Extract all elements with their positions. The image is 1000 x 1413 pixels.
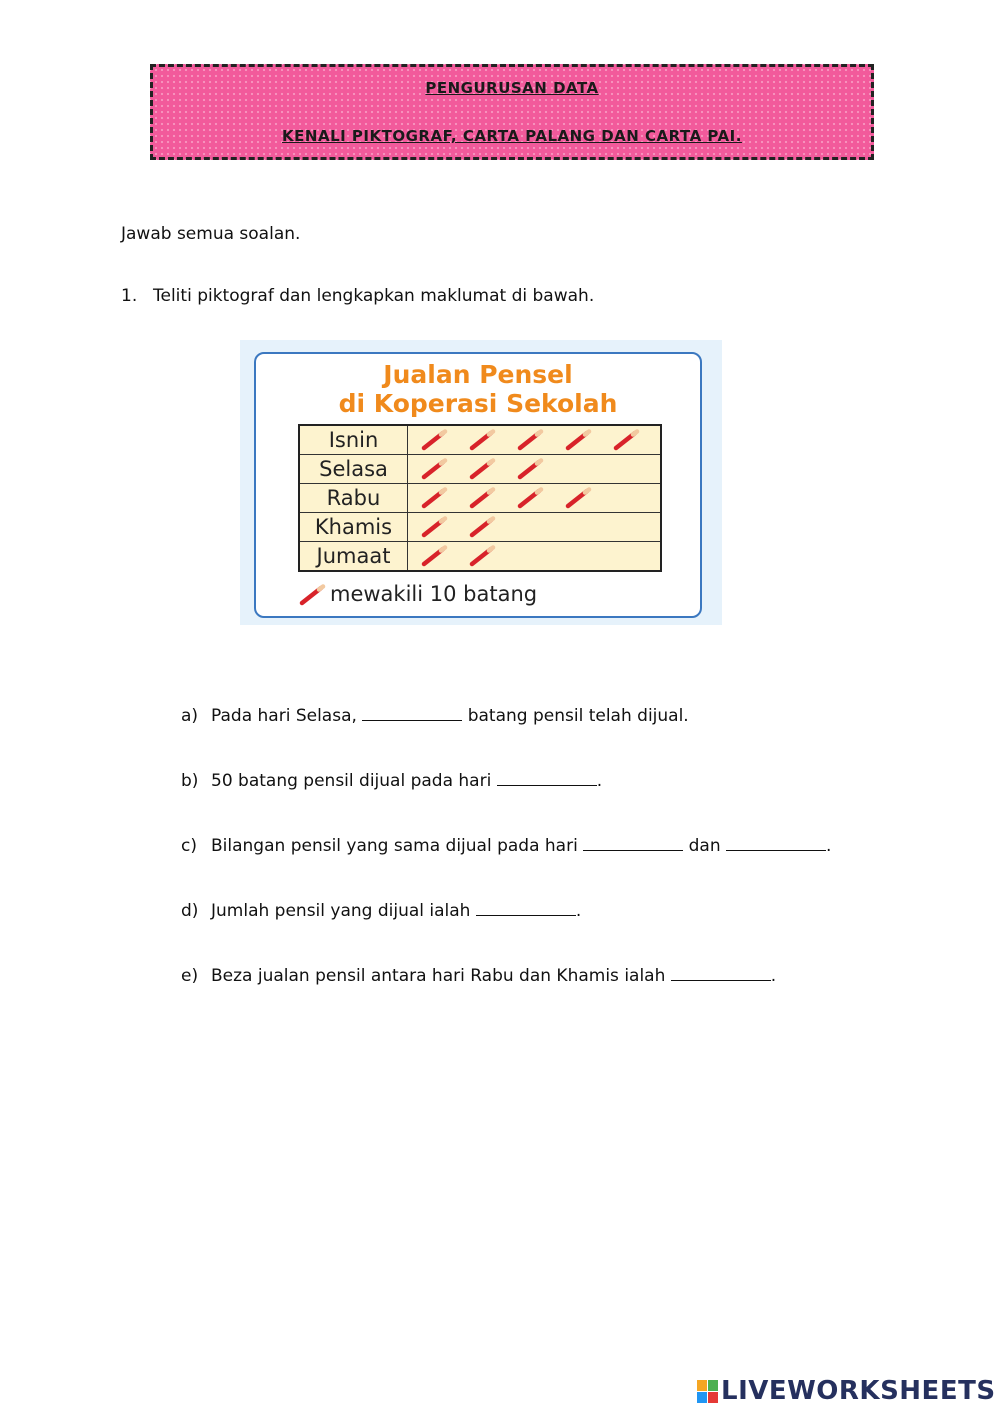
instruction-text: Jawab semua soalan. [121,224,301,244]
answer-blank[interactable] [476,901,576,916]
pencil-icon [468,487,496,509]
pictograph-row [299,542,661,572]
day-label: Rabu [299,484,408,513]
subquestion-text: batang pensil telah dijual. [462,706,689,726]
pencil-icons [408,425,662,455]
subquestion-b [181,771,831,836]
pictograph-subtitle: di Koperasi Sekolah [338,389,618,418]
brand-logo [697,1376,996,1410]
banner-subtitle: KENALI PIKTOGRAF, CARTA PALANG DAN CARTA PAI. [282,127,742,145]
subquestion-text: Jumlah pensil yang dijual ialah [211,901,476,921]
pencil-icons [408,513,662,542]
pencil-icon [468,429,496,451]
answer-blank[interactable] [583,836,683,851]
subquestion-text: . [770,966,777,986]
pencil-icon [612,429,640,451]
subquestion-c [181,836,831,901]
subquestion-d [181,901,831,966]
subquestion-text: . [575,901,582,921]
day-label: Khamis [299,513,408,542]
day-label: Selasa [299,455,408,484]
day-label: Jumaat [299,542,408,572]
subquestion-text: Bilangan pensil yang sama dijual pada hari [211,836,584,856]
answer-blank[interactable] [362,706,462,721]
pencil-icon [564,429,592,451]
brand-text: LIVEWORKSHEETS [721,1376,996,1406]
pencil-icon [298,584,326,606]
pencil-icon [516,487,544,509]
subquestion-label: c) [181,836,197,856]
pictograph-row [299,455,661,484]
pencil-icon [516,429,544,451]
pictograph-key [298,582,537,606]
pencil-icon [420,516,448,538]
subquestion-e [181,966,831,1031]
pictograph-image [240,340,722,625]
pencil-icon [516,458,544,480]
question-number: 1. [121,286,138,306]
subquestion-label: e) [181,966,199,986]
day-label: Isnin [299,425,408,455]
subquestion-label: d) [181,901,199,921]
answer-blank[interactable] [671,966,771,981]
pictograph-row [299,425,661,455]
pictograph-row [299,484,661,513]
answer-blank[interactable] [497,771,597,786]
pencil-icon [468,516,496,538]
pencil-icon [468,545,496,567]
subquestion-text: 50 batang pensil dijual pada hari [211,771,497,791]
subquestion-text: Beza jualan pensil antara hari Rabu dan Khamis ialah [211,966,671,986]
pictograph-row [299,513,661,542]
pencil-icons [408,484,662,513]
pencil-icons [408,542,662,572]
pencil-icon [420,545,448,567]
subquestion-text: dan [683,836,727,856]
question-1 [121,286,594,306]
pictograph-title: Jualan Pensel [383,360,573,389]
pencil-icon [564,487,592,509]
subquestion-label: b) [181,771,199,791]
subquestions [181,706,831,1031]
key-text: mewakili 10 batang [330,582,538,606]
pencil-icon [420,429,448,451]
pencil-icon [420,458,448,480]
question-text: Teliti piktograf dan lengkapkan maklumat di bawah. [153,286,595,306]
pencil-icon [468,458,496,480]
pencil-icon [420,487,448,509]
answer-blank[interactable] [726,836,826,851]
subquestion-a [181,706,831,771]
title-banner [150,64,874,160]
subquestion-label: a) [181,706,199,726]
pictograph-table [298,424,662,572]
subquestion-text: . [596,771,603,791]
pictograph-card [254,352,702,618]
subquestion-text: . [826,836,832,856]
pencil-icons [408,455,662,484]
subquestion-text: Pada hari Selasa, [211,706,363,726]
banner-title: PENGURUSAN DATA [425,79,599,97]
brand-mark-icon [697,1380,719,1404]
